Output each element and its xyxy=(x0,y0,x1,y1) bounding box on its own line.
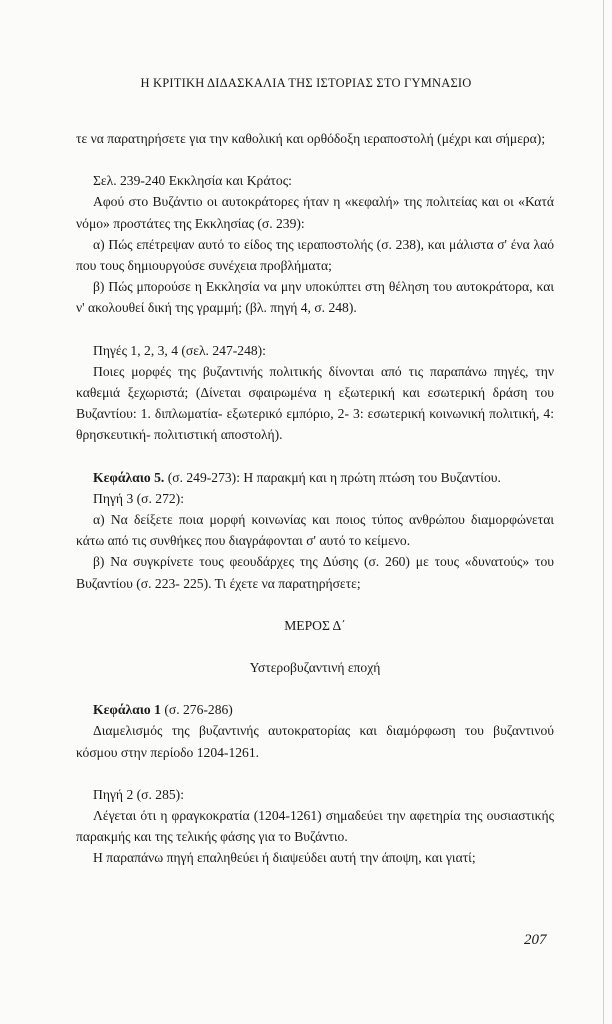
chapter-1-heading xyxy=(76,699,554,720)
paragraph-continuation: τε να παρατηρήσετε για την καθολική και ορθόδοξη ιεραποστολή (μέχρι και σήμερα); xyxy=(76,131,546,146)
chapter-1-label: Κεφάλαιο 1 xyxy=(93,702,161,718)
subheading-church-state: Σελ. 239-240 Εκκλησία και Κράτος: xyxy=(93,173,292,189)
subheading-sources: Πηγές 1, 2, 3, 4 (σελ. 247-248): xyxy=(93,342,266,358)
section-subtitle: Υστεροβυζαντινή εποχή xyxy=(249,660,381,676)
running-header: Η ΚΡΙΤΙΚΗ ΔΙΔΑΣΚΑΛΙΑ ΤΗΣ ΙΣΤΟΡΙΑΣ ΣΤΟ ΓΥΜΝΑΣΙΟ xyxy=(140,76,472,90)
question-verify: Η παραπάνω πηγή επαληθεύει ή διαψεύδει αυτή την άποψη, και γιατί; xyxy=(93,850,476,866)
paragraph-policy-forms: Ποιες μορφές της βυζαντινής πολιτικής δίνονται από τις παραπάνω πηγές, την καθεμιά ξεχωριστά; (Δίνεται σφαιρωμένα η εξωτερική και εσωτερική δράση του Βυζαντίου: 1. διπλωματία- εξωτερικό εμπόριο, 2- 3: εσωτερική κοινωνική πολιτική, 4: θρησκευτική- πολιτιστική αποστολή). xyxy=(76,363,554,443)
subheading-source-2: Πηγή 2 (σ. 285): xyxy=(93,786,184,802)
question-b-feudal: β) Να συγκρίνετε τους φεουδάρχες της Δύσης (σ. 260) με τους «δυνατούς» του Βυζαντίου (σ. 223- 225). Τι έχετε να παρατηρήσετε; xyxy=(76,554,554,591)
chapter-5-heading xyxy=(76,467,554,488)
paragraph-dismemberment: Διαμελισμός της βυζαντινής αυτοκρατορίας και διαμόρφωση του βυζαντινού κόσμου στην περίοδο 1204-1261. xyxy=(76,723,554,760)
page-number: 207 xyxy=(524,932,547,948)
question-a-missionary: α) Πώς επέτρεψαν αυτό το είδος της ιεραποστολής (σ. 238), και μάλιστα σ' ένα λαό που τους δημιουργούσε συνέχεια προβλήματα; xyxy=(76,236,554,274)
chapter-5-title: (σ. 249-273): Η παρακμή και η πρώτη πτώση του Βυζαντίου. xyxy=(164,469,501,485)
subheading-source-3: Πηγή 3 (σ. 272): xyxy=(93,490,184,506)
chapter-5-label: Κεφάλαιο 5. xyxy=(93,469,165,485)
question-b-church: β) Πώς μπορούσε η Εκκλησία να μην υποκύπτει στη θέληση του αυτοκράτορα, και ν' ακολουθεί δική της γραμμή; (βλ. πηγή 4, σ. 248). xyxy=(76,279,554,316)
page-body xyxy=(76,128,554,869)
page-edge-line xyxy=(603,0,604,1024)
chapter-1-pages: (σ. 276-286) xyxy=(160,702,233,718)
paragraph-frankish-rule: Λέγεται ότι η φραγκοκρατία (1204-1261) σημαδεύει την αφετηρία της ουσιαστικής παρακμής και της τελικής φάσης για το Βυζάντιο. xyxy=(76,808,554,845)
question-a-society: α) Να δείξετε ποια μορφή κοινωνίας και ποιος τύπος ανθρώπου διαμορφώνεται κάτω από τις συνθήκες που διαγράφονται σ' αυτό το κείμενο. xyxy=(76,512,554,549)
paragraph-emperors: Αφού στο Βυζάντιο οι αυτοκράτορες ήταν η «κεφαλή» της πολιτείας και οι «Κατά νόμο» προστάτες της Εκκλησίας (σ. 239): xyxy=(76,194,554,231)
section-title: ΜΕΡΟΣ Δ΄ xyxy=(284,617,346,633)
